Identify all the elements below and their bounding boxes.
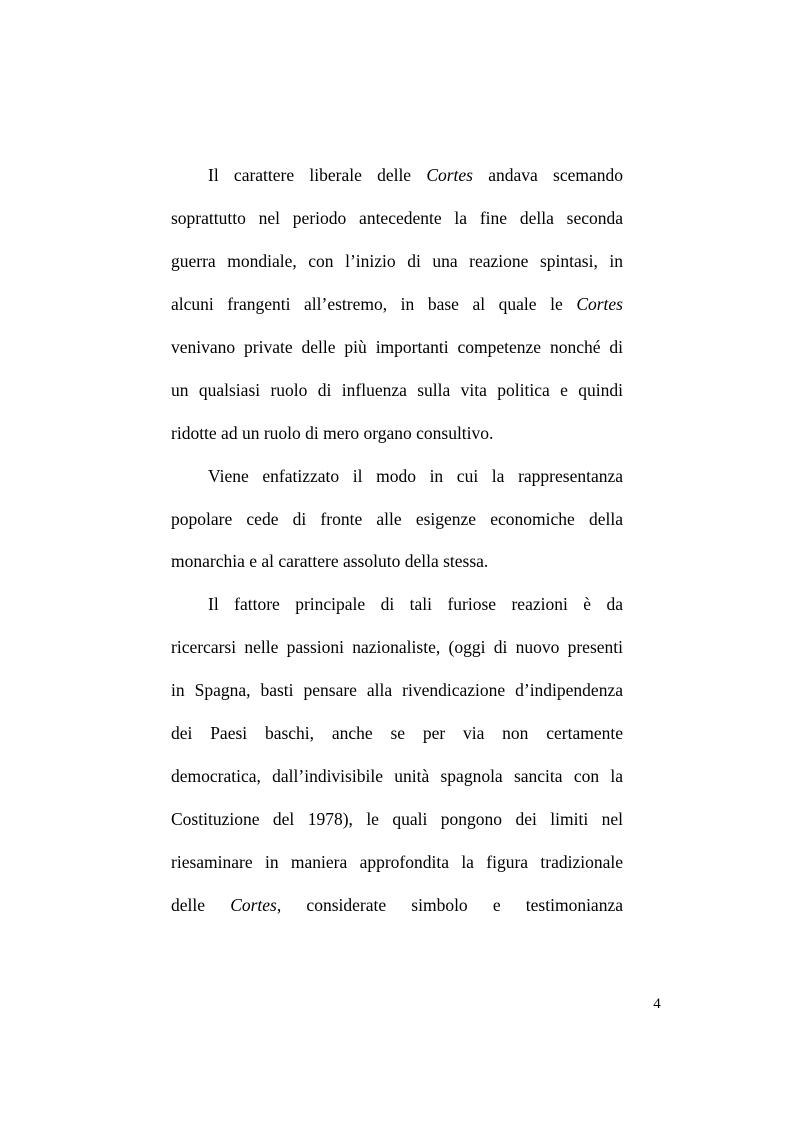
paragraph-3-line-3: in Spagna, basti pensare alla rivendicazione d’indipendenza (171, 680, 623, 700)
paragraph-1-line-7: ridotte ad un ruolo di mero organo consultivo. (171, 423, 494, 443)
paragraph-1-line-4: alcuni frangenti all’estremo, in base al quale le Cortes (171, 294, 623, 314)
paragraph-3-line-6: Costituzione del 1978), le quali pongono dei limiti nel (171, 809, 623, 829)
paragraph-3-line-2: ricercarsi nelle passioni nazionaliste, (oggi di nuovo presenti (171, 637, 623, 657)
paragraph-3-line-8: delle Cortes, considerate simbolo e testimonianza (171, 895, 623, 915)
paragraph-3-line-5: democratica, dall’indivisibile unità spagnola sancita con la (171, 766, 623, 786)
paragraph-1-line-6: un qualsiasi ruolo di influenza sulla vita politica e quindi (171, 380, 623, 400)
italic-term: Cortes (426, 165, 473, 185)
paragraph-3-line-1: Il fattore principale di tali furiose reazioni è da (208, 594, 623, 614)
paragraph-3-line-4: dei Paesi baschi, anche se per via non certamente (171, 723, 623, 743)
italic-term: Cortes (230, 895, 277, 915)
paragraph-1-line-5: venivano private delle più importanti competenze nonché di (171, 337, 623, 357)
paragraph-2-line-3: monarchia e al carattere assoluto della stessa. (171, 551, 489, 571)
paragraph-3-line-7: riesaminare in maniera approfondita la figura tradizionale (171, 852, 623, 872)
paragraph-1-line-1: Il carattere liberale delle Cortes andava scemando (208, 165, 623, 185)
paragraph-1-line-2: soprattutto nel periodo antecedente la fine della seconda (171, 208, 623, 228)
italic-term: Cortes (576, 294, 623, 314)
page-number: 4 (653, 996, 661, 1012)
paragraph-2-line-1: Viene enfatizzato il modo in cui la rappresentanza (208, 466, 623, 486)
paragraph-2-line-2: popolare cede di fronte alle esigenze economiche della (171, 509, 623, 529)
paragraph-1-line-3: guerra mondiale, con l’inizio di una reazione spintasi, in (171, 251, 623, 271)
